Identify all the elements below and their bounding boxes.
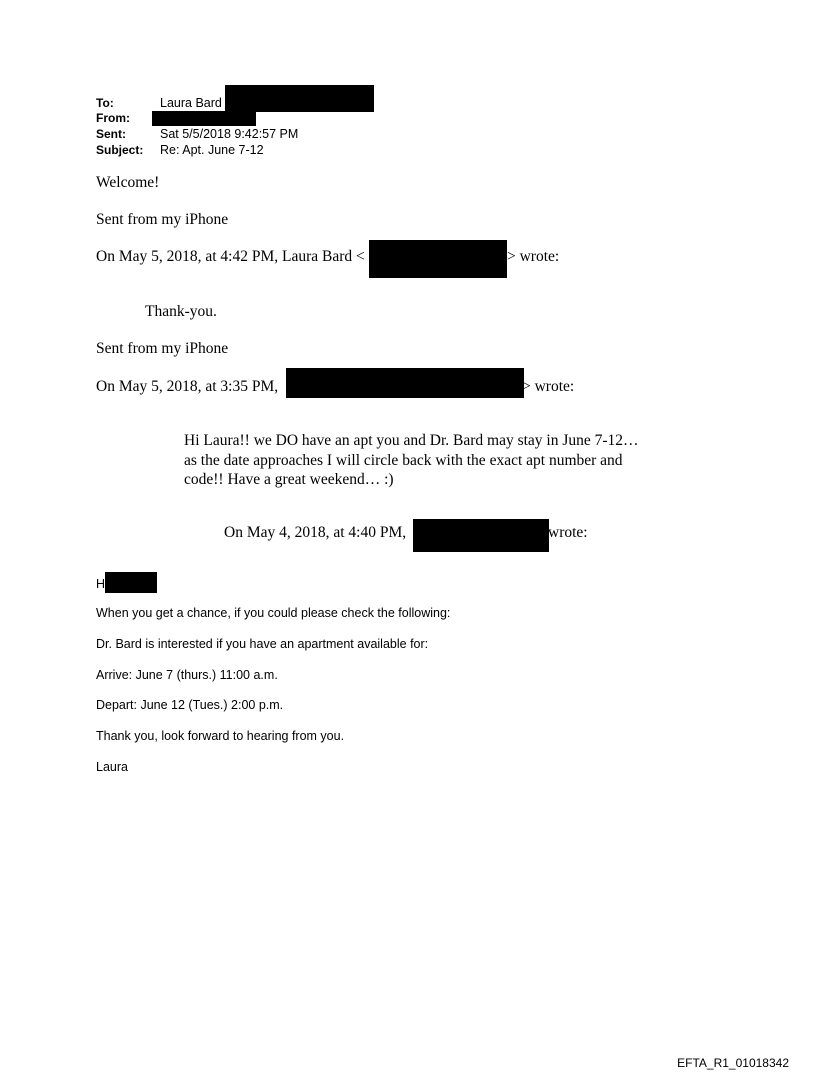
original-signature: Laura: [96, 760, 128, 774]
quote1-intro: On May 5, 2018, at 4:42 PM, Laura Bard <: [96, 248, 365, 265]
welcome-text: Welcome!: [96, 174, 160, 191]
original-line-1: When you get a chance, if you could please check the following:: [96, 606, 451, 620]
sent-value: Sat 5/5/2018 9:42:57 PM: [160, 127, 299, 141]
document-id: EFTA_R1_01018342: [677, 1056, 789, 1070]
quote3-intro: On May 4, 2018, at 4:40 PM,: [224, 524, 407, 541]
reply-paragraph: Hi Laura!! we DO have an apt you and Dr. Bard may stay in June 7-12… as the date approaches I will circle back with the exact apt number and code!! Have a great weekend… :): [184, 432, 639, 488]
subject-value: Re: Apt. June 7-12: [160, 143, 264, 157]
quote3-wrote: wrote:: [548, 524, 588, 541]
sent-label: Sent:: [96, 127, 126, 141]
quote1-wrote: > wrote:: [507, 248, 560, 265]
from-label: From:: [96, 111, 130, 125]
redaction-from: [152, 111, 256, 126]
to-value: Laura Bard: [160, 96, 222, 110]
quote2-wrote: > wrote:: [522, 378, 575, 395]
thank-you-text: Thank-you.: [145, 303, 217, 320]
subject-label: Subject:: [96, 143, 144, 157]
redaction-greeting-name: [105, 572, 157, 593]
signature-iphone-1: Sent from my iPhone: [96, 211, 229, 228]
original-depart: Depart: June 12 (Tues.) 2:00 p.m.: [96, 698, 284, 712]
redaction-to: [225, 85, 374, 112]
redaction-quote2-sender: [286, 368, 524, 398]
quote2-intro: On May 5, 2018, at 3:35 PM,: [96, 378, 279, 395]
signature-iphone-2: Sent from my iPhone: [96, 340, 229, 357]
original-thanks: Thank you, look forward to hearing from you.: [96, 729, 345, 743]
original-greeting: H: [96, 577, 106, 591]
original-arrive: Arrive: June 7 (thurs.) 11:00 a.m.: [96, 668, 278, 682]
redaction-quote1-email: [369, 240, 507, 278]
redaction-quote3-sender: [413, 519, 549, 552]
to-label: To:: [96, 96, 114, 110]
original-line-2: Dr. Bard is interested if you have an apartment available for:: [96, 637, 429, 651]
